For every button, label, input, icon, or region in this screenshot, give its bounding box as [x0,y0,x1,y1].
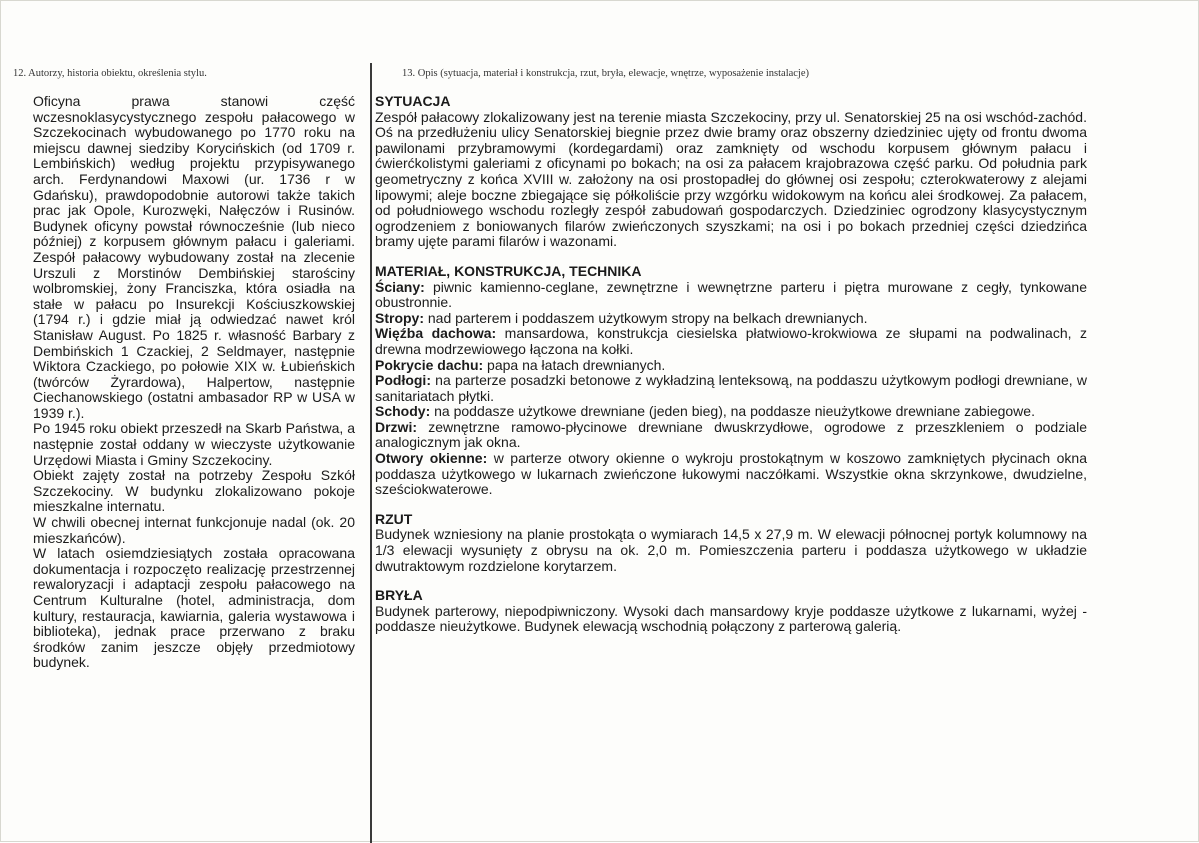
right-column-header: 13. Opis (sytuacja, materiał i konstrukcja, rzut, bryła, elewacje, wnętrze, wyposażenie instalacje) [402,68,810,79]
section-title-bryla: BRYŁA [375,587,423,604]
material-row-label: Podłogi: [375,372,431,389]
material-row-label: Otwory okienne: [375,450,488,467]
section-title-rzut: RZUT [375,510,413,527]
history-paragraph: W chwili obecnej internat funkcjonuje nadal (ok. 20 mieszkańców). [33,514,355,546]
material-row-text: papa na łatach drewnianych. [483,356,666,373]
material-row [375,311,1087,327]
material-row-text: nad parterem i poddaszem użytkowym stropy na belkach drewnianych. [424,309,868,326]
material-row-text: w parterze otwory okienne o wykroju prostokątnym w koszowo zamkniętych płycinach okna poddasza użytkowego w lukarnach zwieńczone łukowymi naczółkami. Wszystkie okna skrzynkowe, dwudzielne, sześciokwaterowe. [375,450,1087,498]
material-row-label: Schody: [375,403,431,420]
material-row [375,451,1087,498]
material-row-label: Stropy: [375,309,424,326]
left-column-header: 12. Autorzy, historia obiektu, określenia stylu. [13,68,207,79]
material-row-text: zewnętrzne ramowo-płycinowe drewniane dwuskrzydłowe, ogrodowe z przeszkleniem o podziale analogicznym jak okna. [375,418,1087,451]
section-text-sytuacja: Zespół pałacowy zlokalizowany jest na terenie miasta Szczekociny, przy ul. Senatorskiej 25 na osi wschód-zachód. Oś na przedłużeniu ulicy Senatorskiej biegnie przez dwie bramy oraz obszerny dziedziniec ujęty od frontu dwoma pawilonami przybramowymi (kordegardami) oraz zamknięty od wschodu korpusem głównym pałacu i ćwierćkolistymi galeriami z oficynami po bokach; na osi za pałacem krajobrazowa część parku. Od południa park geometryczny z końca XVIII w. założony na osi prostopadłej do głównej osi zespołu; czterokwaterowy z alejami lipowymi; aleje boczne zbiegające się półkoliście przy wzgórku widokowym na końcu alei środkowej. Za pałacem, od południowego wschodu rozległy zespół zabudowań gospodarczych. Dziedziniec ogrodzony klasycystycznym ogrodzeniem z boniowanych filarów zwieńczonych szyszkami; na osi i po bokach przedniej części dziedzińca bramy ujęte parami filarów i wazonami. [375,108,1087,250]
material-row [375,280,1087,311]
history-paragraph: Oficyna prawa stanowi część wczesnoklasycystycznego zespołu pałacowego w Szczekocinach wybudowanego po 1770 roku na miejscu dawnej siedziby Korycińskich (od 1709 r. Lembińskich) według projektu przypisywanego arch. Ferdynandowi Maxowi (ur. 1736 r w Gdańsku), prawdopodobnie autorowi także takich prac jak Opole, Kurozwęki, Nałęczów i Rusinów. Budynek oficyny powstał równocześnie (lub nieco później) z korpusem głównym pałacu i galeriami. Zespół pałacowy wybudowany został na zlecenie Urszuli z Morstinów Dembińskiej starościny wolbromskiej, żony Franciszka, która osiadła na stałe w pałacu po Insurekcji Kościuszkowskiej (1794 r.) i gdzie miał ją odwiedzać nawet król Stanisław August. Po 1825 r. własność Barbary z Dembińskich 1 Czackiej, 2 Seldmayer, następnie Wiktora Czackiego, po połowie XIX w. Łubieńskich (twórców Żyrardowa), Halpertow, następnie Ciechanowskiego (ostatni ambasador RP w USA w 1939 r.). [33,93,355,421]
column-divider [370,63,372,843]
material-row-label: Ściany: [375,278,425,295]
section-text-bryla: Budynek parterowy, niepodpiwniczony. Wysoki dach mansardowy kryje poddasze użytkowe z lukarnami, wyżej - poddasze nieużytkowe. Budynek elewacją wschodnią połączony z parterową galerią. [375,602,1087,635]
history-paragraph: Obiekt zajęty został na potrzeby Zespołu Szkół Szczekociny. W budynku zlokalizowano pokoje mieszkalne internatu. [33,467,355,515]
section-text-rzut: Budynek wzniesiony na planie prostokąta o wymiarach 14,5 x 27,9 m. W elewacji północnej portyk kolumnowy na 1/3 elewacji wysunięty z obrysu na ok. 2,0 m. Pomieszczenia parteru i poddasza użytkowego w układzie dwutraktowym rozdzielone korytarzem. [375,526,1087,574]
material-row [375,326,1087,357]
material-row [375,404,1087,420]
history-column [33,94,355,671]
material-row-text: mansardowa, konstrukcja ciesielska płatwiowo-krokwiowa ze słupami na podwalinach, z drewna modrzewiowego łączona na kołki. [375,325,1087,357]
material-row-text: na parterze posadzki betonowe z wykładziną lenteksową, na poddaszu użytkowym podłogi drewniane, w sanitariatach płytki. [375,372,1087,404]
material-row-label: Drzwi: [375,418,417,435]
material-row-text: piwnic kamienno-ceglane, zewnętrzne i wewnętrzne parteru i piętra murowane z cegły, tynkowane obustronnie. [375,278,1087,311]
history-paragraph: Po 1945 roku obiekt przeszedł na Skarb Państwa, a następnie został oddany w wieczyste użytkowanie Urzędowi Miasta i Gminy Szczekociny. [33,420,355,468]
material-row-label: Pokrycie dachu: [375,356,484,373]
history-paragraph: W latach osiemdziesiątych została opracowana dokumentacja i rozpoczęto realizację przestrzennej rewaloryzacji i adaptacji zespołu pałacowego na Centrum Kulturalne (hotel, administracja, dom kultury, restauracja, kawiarnia, galeria wystawowa i biblioteka), jednak prace przerwano z braku środków zanim jeszcze objęły przedmiotowy budynek. [33,545,355,671]
material-row [375,420,1087,451]
material-row-text: na poddasze użytkowe drewniane (jeden bieg), na poddasze nieużytkowe drewniane zabiegowe. [430,403,1035,420]
section-title-sytuacja: SYTUACJA [375,93,451,109]
section-title-material: MATERIAŁ, KONSTRUKCJA, TECHNIKA [375,262,642,279]
material-row [375,358,1087,374]
material-row-label: Więźba dachowa: [375,325,497,342]
material-row [375,373,1087,404]
description-column [375,94,1087,635]
